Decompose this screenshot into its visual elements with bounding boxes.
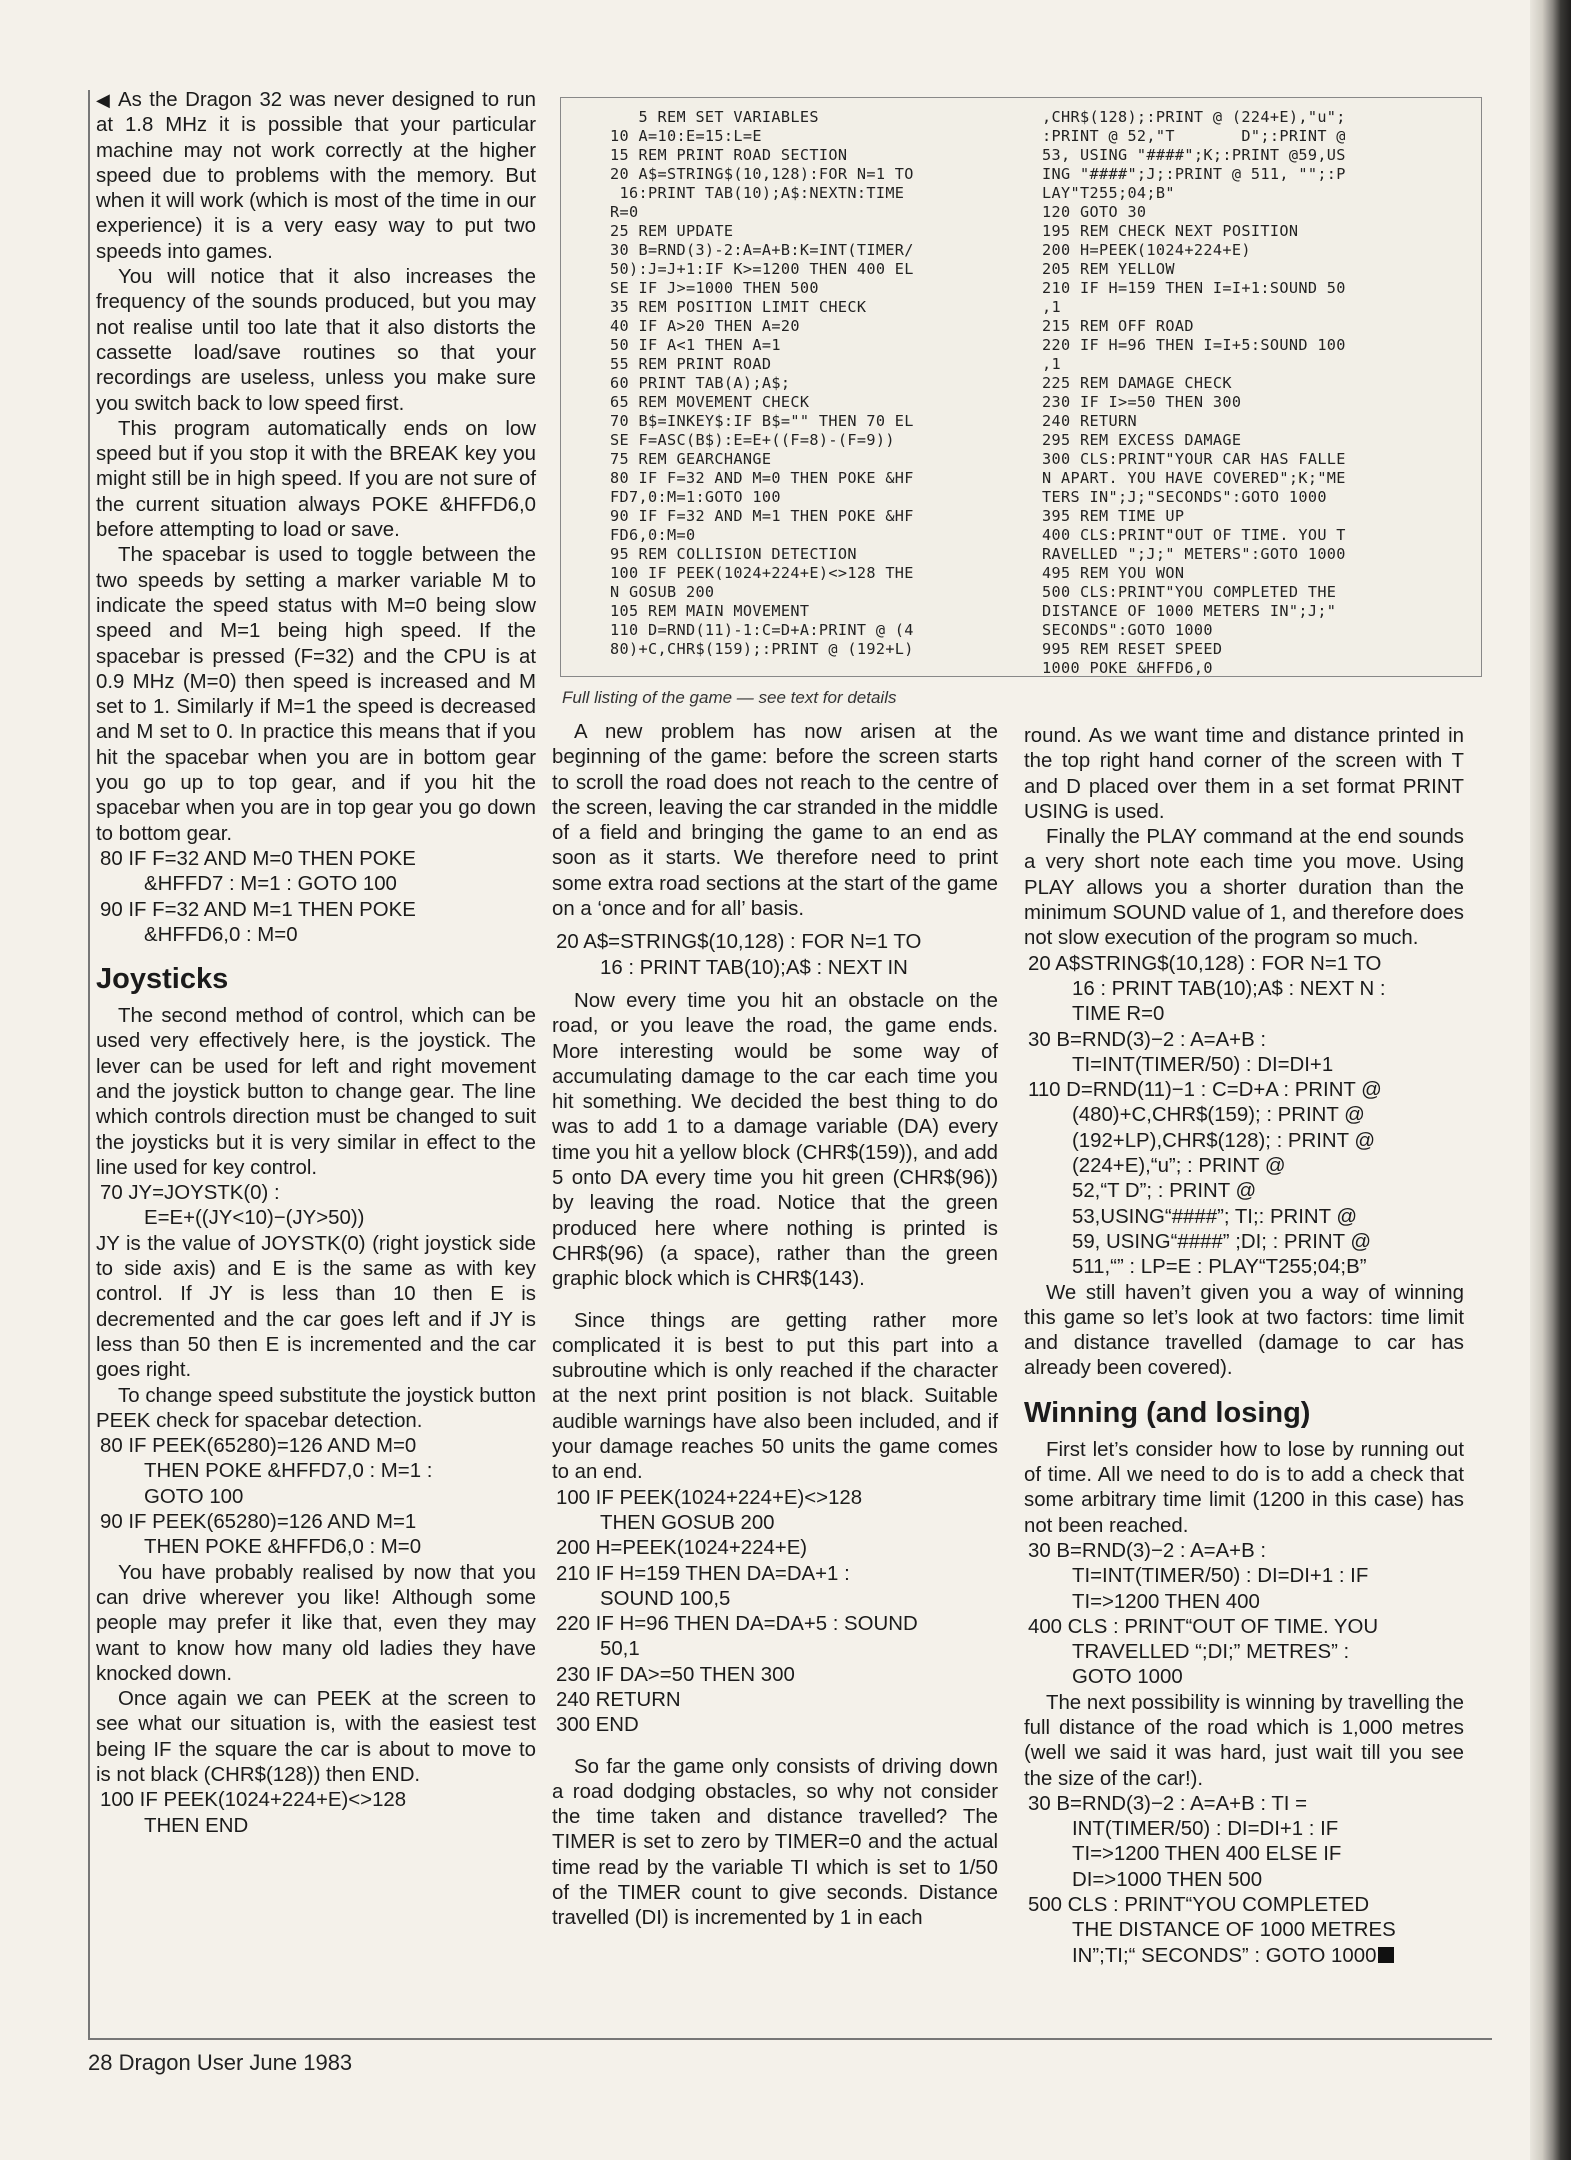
code-line: 300 END [556, 1714, 639, 1737]
section-heading-winning: Winning (and losing) [1024, 1396, 1311, 1429]
code-line: 90 IF F=32 AND M=1 THEN POKE [100, 898, 416, 921]
code-line: DI=>1000 THEN 500 [1072, 1868, 1263, 1891]
code-line: 240 RETURN [556, 1688, 681, 1711]
continuation-arrow-icon: ◀ [96, 90, 112, 110]
code-line: 90 IF PEEK(65280)=126 AND M=1 [100, 1511, 417, 1534]
bottom-border-rule [88, 2038, 1492, 2040]
paragraph: This program automatically ends on low speed but if you stop it with the BREAK key you might still be in high speed. If you are not sure of the current situation always POKE &HFFD6,0 before attempting to load or save. [96, 417, 536, 542]
code-line: 110 D=RND(11)−1 : C=D+A : PRINT @ [1028, 1079, 1382, 1102]
page-binding-edge [1530, 0, 1571, 2160]
code-line: TIME R=0 [1072, 1003, 1165, 1026]
code-line: TI=>1200 THEN 400 ELSE IF [1072, 1843, 1342, 1866]
code-line: THE DISTANCE OF 1000 METRES [1072, 1919, 1396, 1942]
code-line: 210 IF H=159 THEN DA=DA+1 : [556, 1562, 850, 1585]
program-listing-right: ,CHR$(128);:PRINT @ (224+E),"u"; :PRINT @ 52,"T D";:PRINT @ 53, USING "####";K;:PRINT @59,US ING "####";J;:PRINT @ 511, "";:P LAY"T255;04;B" 120 GOTO 30 195 REM CHECK NEXT POSITION 200 H=PEEK(1024+224+E) 205 REM YELLOW 210 IF H=159 THEN I=I+1:SOUND 50 ,1 215 REM OFF ROAD 220 IF H=96 THEN I=I+5:SOUND 100 ,1 225 REM DAMAGE CHECK 230 IF I>=50 THEN 300 240 RETURN 295 REM EXCESS DAMAGE 300 CLS:PRINT"YOUR CAR HAS FALLE N APART. YOU HAVE COVERED";K;"ME TERS IN";J;"SECONDS":GOTO 1000 395 REM TIME UP 400 CLS:PRINT"OUT OF TIME. YOU T RAVELLED ";J;" METERS":GOTO 1000 495 REM YOU WON 500 CLS:PRINT"YOU COMPLETED THE DISTANCE OF 1000 METERS IN";J;" SECONDS":GOTO 1000 995 REM RESET SPEED 1000 POKE &HFFD6,0 [1042, 108, 1346, 677]
page-footer: 28 Dragon User June 1983 [88, 2050, 353, 2075]
paragraph: ◀ As the Dragon 32 was never designed to run at 1.8 MHz it is possible that your particular machine may not work correctly at the higher speed due to problems with the memory. But when it will work (which is most of the time in our experience) it is a very easy way to put two speeds into games. [96, 89, 536, 263]
section-heading-joysticks: Joysticks [96, 963, 229, 996]
paragraph: You have probably realised by now that you can drive wherever you like! Although some people may prefer it like that, even they may want to know how many old ladies they have knocked down. [96, 1561, 536, 1685]
code-line: TI=INT(TIMER/50) : DI=DI+1 [1072, 1053, 1334, 1076]
paragraph: So far the game only consists of driving down a road dodging obstacles, so why not consider the time taken and distance travelled? The TIMER is set to zero by TIMER=0 and the actual time read by the variable TI which is set to 1/50 of the TIMER count to give seconds. Distance travelled (DI) is incremented by 1 in each [552, 1755, 998, 1930]
code-line: INT(TIMER/50) : DI=DI+1 : IF [1072, 1818, 1339, 1841]
code-line: 50,1 [600, 1638, 640, 1661]
code-line: THEN GOSUB 200 [600, 1511, 775, 1534]
code-line: 100 IF PEEK(1024+224+E)<>128 [556, 1486, 863, 1509]
code-line: GOTO 1000 [1072, 1666, 1183, 1689]
paragraph: The next possibility is winning by travelling the full distance of the road which is 1,000 metres (well we said it was hard, just wait till you see the size of the car!). [1024, 1691, 1464, 1790]
code-line: THEN END [144, 1814, 249, 1837]
code-line: 220 IF H=96 THEN DA=DA+5 : SOUND [556, 1613, 918, 1636]
program-listing-left: 5 REM SET VARIABLES 10 A=10:E=15:L=E 15 REM PRINT ROAD SECTION 20 A$=STRING$(10,128):FOR N=1 TO 16:PRINT TAB(10);A$:NEXTN:TIME R=0 25 REM UPDATE 30 B=RND(3)-2:A=A+B:K=INT(TIMER/ 50):J=J+1:IF K>=1200 THEN 400 EL SE IF J>=1000 THEN 500 35 REM POSITION LIMIT CHECK 40 IF A>20 THEN A=20 50 IF A<1 THEN A=1 55 REM PRINT ROAD 60 PRINT TAB(A);A$; 65 REM MOVEMENT CHECK 70 B$=INKEY$:IF B$="" THEN 70 EL SE F=ASC(B$):E=E+((F=8)-(F=9)) 75 REM GEARCHANGE 80 IF F=32 AND M=0 THEN POKE &HF FD7,0:M=1:GOTO 100 90 IF F=32 AND M=1 THEN POKE &HF FD6,0:M=0 95 REM COLLISION DETECTION 100 IF PEEK(1024+224+E)<>128 THE N GOSUB 200 105 REM MAIN MOVEMENT 110 D=RND(11)-1:C=D+A:PRINT @ (4 80)+C,CHR$(159);:PRINT @ (192+L) [610, 108, 914, 658]
code-line: 511,“” : LP=E : PLAY“T255;04;B” [1072, 1256, 1367, 1279]
code-line: 16 : PRINT TAB(10);A$ : NEXT N : [1072, 977, 1386, 1000]
code-line: TI=INT(TIMER/50) : DI=DI+1 : IF [1072, 1565, 1369, 1588]
code-line: 100 IF PEEK(1024+224+E)<>128 [100, 1789, 407, 1812]
code-line: (224+E),“u”; : PRINT @ [1072, 1155, 1286, 1178]
code-line: SOUND 100,5 [600, 1587, 731, 1610]
middle-column [552, 720, 998, 1932]
paragraph: The spacebar is used to toggle between the two speeds by setting a marker variable M to indicate the speed status with M=0 being slow speed and M=1 being high speed. If the spacebar is pressed (F=32) and the CPU is at 0.9 MHz (M=0) then speed is increased and M set to 1. Similarly if M=1 the speed is decreased and M set to 0. In practice this means that if you hit the spacebar when you are in bottom gear you go up to top gear, and if you hit the spacebar when you are in top gear you go down to bottom gear. [96, 544, 536, 845]
code-line: 80 IF PEEK(65280)=126 AND M=0 [100, 1435, 417, 1458]
code-line: 20 A$=STRING$(10,128) : FOR N=1 TO [556, 931, 922, 954]
paragraph: A new problem has now arisen at the beginning of the game: before the screen starts to scroll the road does not reach to the centre of the screen, leaving the car stranded in the middle of a field and bringing the game to an end as soon as it starts. We therefore need to print some extra road sections at the start of the game on a ‘once and for all’ basis. [552, 721, 998, 921]
code-line: E=E+((JY<10)−(JY>50)) [144, 1207, 365, 1230]
code-line: 80 IF F=32 AND M=0 THEN POKE [100, 847, 416, 870]
code-line: 16 : PRINT TAB(10);A$ : NEXT IN [600, 956, 908, 979]
listing-caption: Full listing of the game — see text for details [562, 688, 897, 707]
code-line: 30 B=RND(3)−2 : A=A+B : TI = [1028, 1792, 1308, 1815]
code-line: 70 JY=JOYSTK(0) : [100, 1182, 280, 1205]
right-column [1024, 724, 1464, 1969]
code-line: (480)+C,CHR$(159); : PRINT @ [1072, 1104, 1365, 1127]
paragraph: The second method of control, which can be used very effectively here, is the joystick. The lever can be used for left and right movement and the joystick button to change gear. The line which controls direction must be changed to suit the joysticks but it is very similar in effect to the line used for key control. [96, 1005, 536, 1179]
paragraph: JY is the value of JOYSTK(0) (right joystick side to side axis) and E is the same as with key control. If JY is less than 10 then E is decremented and the car goes left and if JY is less than 50 then E is incremented and the car goes right. [96, 1232, 536, 1382]
left-border-rule [88, 90, 90, 2040]
code-line: (192+LP),CHR$(128); : PRINT @ [1072, 1129, 1376, 1152]
end-of-article-icon [1378, 1947, 1394, 1963]
code-line: 52,“T D”; : PRINT @ [1072, 1180, 1257, 1203]
code-line: 500 CLS : PRINT“YOU COMPLETED [1028, 1894, 1370, 1917]
paragraph: To change speed substitute the joystick button PEEK check for spacebar detection. [96, 1384, 536, 1432]
code-line: GOTO 100 [144, 1485, 244, 1508]
code-line: 30 B=RND(3)−2 : A=A+B : [1028, 1028, 1267, 1051]
paragraph: We still haven’t given you a way of winning this game so let’s look at two factors: time limit and distance travelled (damage to car has already been covered). [1024, 1281, 1464, 1380]
code-line: 59, USING“####” ;DI; : PRINT @ [1072, 1230, 1372, 1253]
paragraph: Now every time you hit an obstacle on the road, or you leave the road, the game ends. More interesting would be some way of accumulating damage to the car each time you hit something. We decided the best thing to do was to add 1 to a damage variable (DA) every time you hit a yellow block (CHR$(159)), and add 5 onto DA every time you hit green (CHR$(96)) by leaving the road. Notice that the green produced here where nothing is printed is CHR$(96) (a space), rather than the green graphic block which is CHR$(143). [552, 989, 998, 1291]
paragraph: You will notice that it also increases the frequency of the sounds produced, but you may not realise until too late that it also distorts the cassette load/save routines so that your recordings are useless, unless you make sure you switch back to low speed first. [96, 266, 536, 415]
code-line: 400 CLS : PRINT“OUT OF TIME. YOU [1028, 1615, 1379, 1638]
code-line: IN”;TI;“ SECONDS” : GOTO 1000 [1024, 1944, 1464, 1969]
code-line: 30 B=RND(3)−2 : A=A+B : [1028, 1539, 1267, 1562]
code-line: 230 IF DA>=50 THEN 300 [556, 1663, 795, 1686]
paragraph: Since things are getting rather more complicated it is best to put this part into a subroutine which is only reached if the character at the next print position is not black. Suitable audible warnings have also been included, and if your damage reaches 50 units the game comes to an end. [552, 1309, 998, 1484]
code-line: &HFFD6,0 : M=0 [144, 923, 298, 946]
code-line: &HFFD7 : M=1 : GOTO 100 [144, 873, 397, 896]
paragraph: Once again we can PEEK at the screen to see what our situation is, with the easiest test being IF the square the car is about to move to is not black (CHR$(128)) then END. [96, 1688, 536, 1786]
paragraph: First let’s consider how to lose by running out of time. All we need to do is to add a check that some arbitrary time limit (1200 in this case) has not been reached. [1024, 1438, 1464, 1537]
paragraph: round. As we want time and distance printed in the top right hand corner of the screen with T and D placed over them in a set format PRINT USING is used. [1024, 725, 1464, 823]
paragraph: Finally the PLAY command at the end sounds a very short note each time you move. Using PLAY allows you a shorter duration than the minimum SOUND value of 1, and therefore does not slow execution of the program so much. [1024, 826, 1464, 950]
code-line: THEN POKE &HFFD7,0 : M=1 : [144, 1460, 433, 1483]
code-line: 53,USING“####”; TI;: PRINT @ [1072, 1205, 1358, 1228]
code-line: TRAVELLED “;DI;” METRES” : [1072, 1641, 1350, 1664]
code-line: THEN POKE &HFFD6,0 : M=0 [144, 1536, 422, 1559]
left-column [96, 88, 536, 1839]
code-line: TI=>1200 THEN 400 [1072, 1590, 1260, 1613]
code-line: 20 A$STRING$(10,128) : FOR N=1 TO [1028, 952, 1382, 975]
code-line: 200 H=PEEK(1024+224+E) [556, 1537, 808, 1560]
